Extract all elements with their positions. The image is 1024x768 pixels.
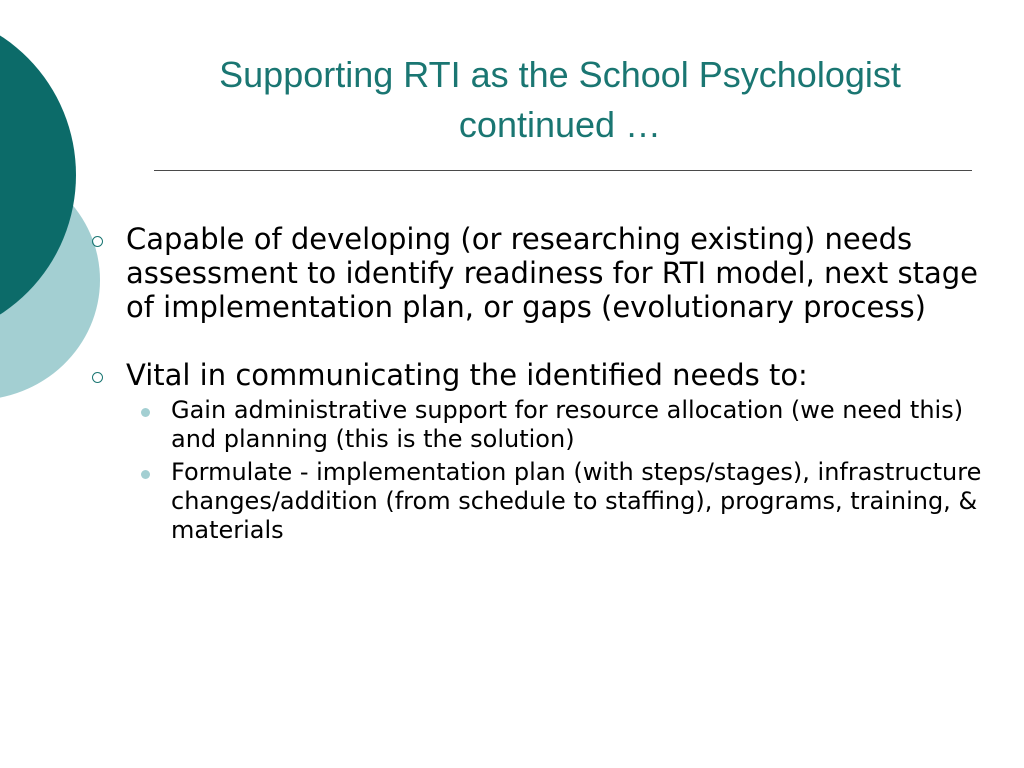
slide-body	[90, 222, 990, 545]
bullet-item	[90, 222, 990, 324]
filled-dot-icon	[141, 470, 150, 479]
bullet-text: Vital in communicating the identified needs to:	[126, 358, 808, 392]
slide-title	[120, 50, 1000, 150]
title-line-1: Supporting RTI as the School Psychologist	[219, 54, 901, 95]
sub-bullet-item	[135, 396, 990, 454]
sub-bullet-list	[90, 396, 990, 545]
hollow-circle-icon	[92, 372, 103, 383]
filled-dot-icon	[141, 408, 150, 417]
title-divider	[154, 170, 972, 171]
hollow-circle-icon	[92, 236, 103, 247]
bullet-item	[90, 358, 990, 392]
title-line-2: continued …	[458, 104, 662, 145]
sub-bullet-text: Formulate - implementation plan (with steps/stages), infrastructure changes/addition (from schedule to staffing), programs, training, & materials	[171, 458, 982, 544]
sub-bullet-text: Gain administrative support for resource allocation (we need this) and planning (this is the solution)	[171, 396, 964, 453]
bullet-text: Capable of developing (or researching existing) needs assessment to identify readiness for RTI model, next stage of implementation plan, or gaps (evolutionary process)	[126, 222, 978, 324]
sub-bullet-item	[135, 458, 990, 545]
